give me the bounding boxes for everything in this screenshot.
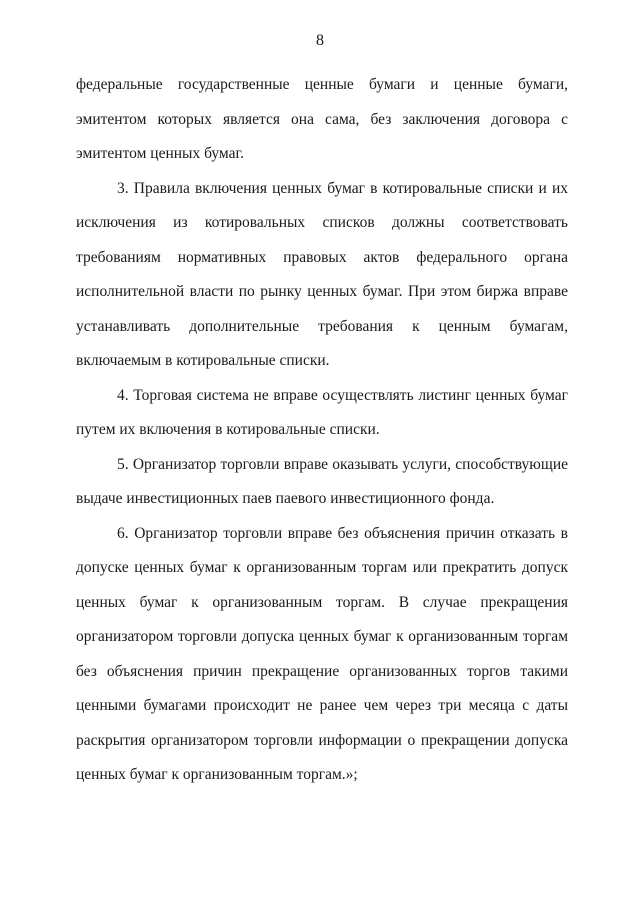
text-line: организатором торговли допуска ценных бумаг к организованным торгам [76, 628, 568, 645]
paragraph-5-first-line: 5. Организатор торговли вправе оказывать услуги, способствующие [117, 455, 568, 473]
text-line: исполнительной власти по рынку ценных бумаг. При этом биржа вправе [76, 283, 568, 300]
text-line: требованиям нормативных правовых актов федерального органа [76, 248, 568, 266]
text-line: ценными бумагами происходит не ранее чем через три месяца с даты [76, 697, 568, 714]
text-line: федеральные государственные ценные бумаги и ценные бумаги, [76, 76, 568, 93]
text-line: включаемым в котировальные списки. [76, 352, 330, 369]
text-line: ценных бумаг к организованным торгам.»; [76, 766, 358, 783]
paragraph-4-first-line: 4. Торговая система не вправе осуществлять листинг ценных бумаг [117, 386, 568, 404]
text-line: устанавливать дополнительные требования к ценным бумагам, [76, 317, 568, 335]
text-line: выдаче инвестиционных паев паевого инвестиционного фонда. [76, 490, 495, 507]
document-body [76, 68, 568, 793]
paragraph-3-first-line: 3. Правила включения ценных бумаг в котировальные списки и их [117, 179, 568, 197]
text-line: ценных бумаг к организованным торгам. В случае прекращения [76, 593, 568, 611]
text-line: путем их включения в котировальные списки. [76, 421, 380, 438]
page-number: 8 [316, 32, 324, 49]
paragraph-6-first-line: 6. Организатор торговли вправе без объяснения причин отказать в [117, 524, 568, 542]
text-line: исключения из котировальных списков должны соответствовать [76, 214, 568, 231]
text-line: без объяснения причин прекращение организованных торгов такими [76, 662, 568, 680]
text-line: эмитентом ценных бумаг. [76, 145, 244, 162]
text-line: эмитентом которых является она сама, без заключения договора с [76, 110, 568, 128]
text-line: допуске ценных бумаг к организованным торгам или прекратить допуск [76, 559, 568, 576]
text-line: раскрытия организатором торговли информации о прекращении допуска [76, 731, 568, 749]
